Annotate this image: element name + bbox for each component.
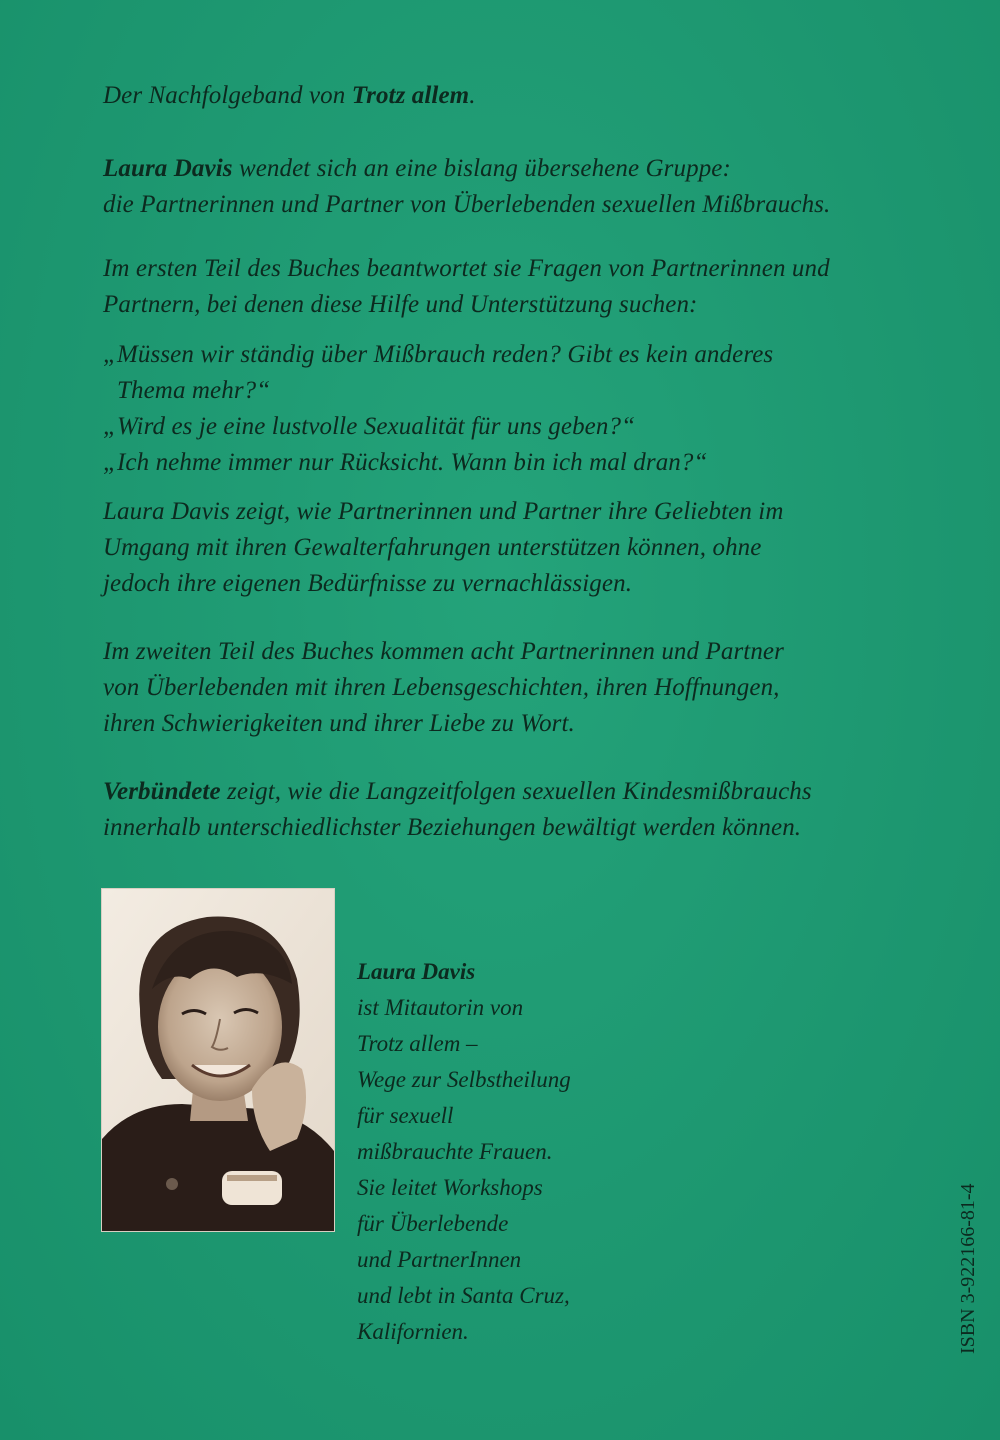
intro-text: Der Nachfolgeband von: [103, 82, 352, 109]
bio-line: für Überlebende: [357, 1211, 509, 1236]
para3-line2: Umgang mit ihren Gewalterfahrungen unterstützen können, ohne: [103, 534, 762, 561]
bio-line: Trotz allem –: [357, 1031, 478, 1056]
para4-line2: von Überlebenden mit ihren Lebensgeschichten, ihren Hoffnungen,: [103, 674, 780, 701]
bio-line: mißbrauchte Frauen.: [357, 1139, 553, 1164]
para5-line2: innerhalb unterschiedlichster Beziehungen bewältigt werden können.: [103, 814, 802, 841]
author-bio: [357, 954, 757, 1350]
author-name-bold: Laura Davis: [103, 155, 233, 182]
bio-line: Wege zur Selbstheilung: [357, 1067, 571, 1092]
quote-1-line2: Thema mehr?“: [117, 377, 271, 404]
quote-3: „Ich nehme immer nur Rücksicht. Wann bin ich mal dran?“: [103, 449, 708, 476]
quote-2: „Wird es je eine lustvolle Sexualität für uns geben?“: [103, 413, 636, 440]
author-photo: [101, 888, 335, 1232]
para5-line1: zeigt, wie die Langzeitfolgen sexuellen Kindesmißbrauchs: [220, 778, 812, 805]
para3-line3: jedoch ihre eigenen Bedürfnisse zu vernachlässigen.: [103, 570, 633, 597]
quotes-block: [103, 337, 983, 481]
intro-period: .: [469, 82, 476, 109]
paragraph-1: [103, 151, 983, 223]
bio-line: und PartnerInnen: [357, 1247, 522, 1272]
book-title-bold: Verbündete: [103, 778, 221, 805]
para1-line2: die Partnerinnen und Partner von Überlebenden sexuellen Mißbrauchs.: [103, 191, 831, 218]
paragraph-5: [103, 774, 983, 846]
para4-line3: ihren Schwierigkeiten und ihrer Liebe zu Wort.: [103, 710, 575, 737]
para2-line1: Im ersten Teil des Buches beantwortet sie Fragen von Partnerinnen und: [103, 255, 830, 282]
intro-line: [103, 78, 983, 114]
paragraph-2: [103, 251, 983, 323]
paragraph-3: [103, 494, 983, 602]
para3-line1: Laura Davis zeigt, wie Partnerinnen und Partner ihre Geliebten im: [103, 498, 784, 525]
isbn-number: ISBN 3-922166-81-4: [957, 1183, 979, 1354]
portrait-image: [102, 889, 334, 1231]
quote-1-line1: „Müssen wir ständig über Mißbrauch reden? Gibt es kein anderes: [103, 341, 774, 368]
intro-title-bold: Trotz allem: [351, 82, 470, 109]
para1-line1: wendet sich an eine bislang übersehene Gruppe:: [232, 155, 731, 182]
bio-line: Sie leitet Workshops: [357, 1175, 543, 1200]
para4-line1: Im zweiten Teil des Buches kommen acht Partnerinnen und Partner: [103, 638, 784, 665]
para2-line2: Partnern, bei denen diese Hilfe und Unterstützung suchen:: [103, 291, 698, 318]
bio-author-name: Laura Davis: [357, 959, 476, 984]
bio-line: Kalifornien.: [357, 1319, 469, 1344]
bio-line: für sexuell: [357, 1103, 454, 1128]
bio-line: und lebt in Santa Cruz,: [357, 1283, 570, 1308]
bio-line: ist Mitautorin von: [357, 995, 524, 1020]
paragraph-4: [103, 634, 983, 742]
